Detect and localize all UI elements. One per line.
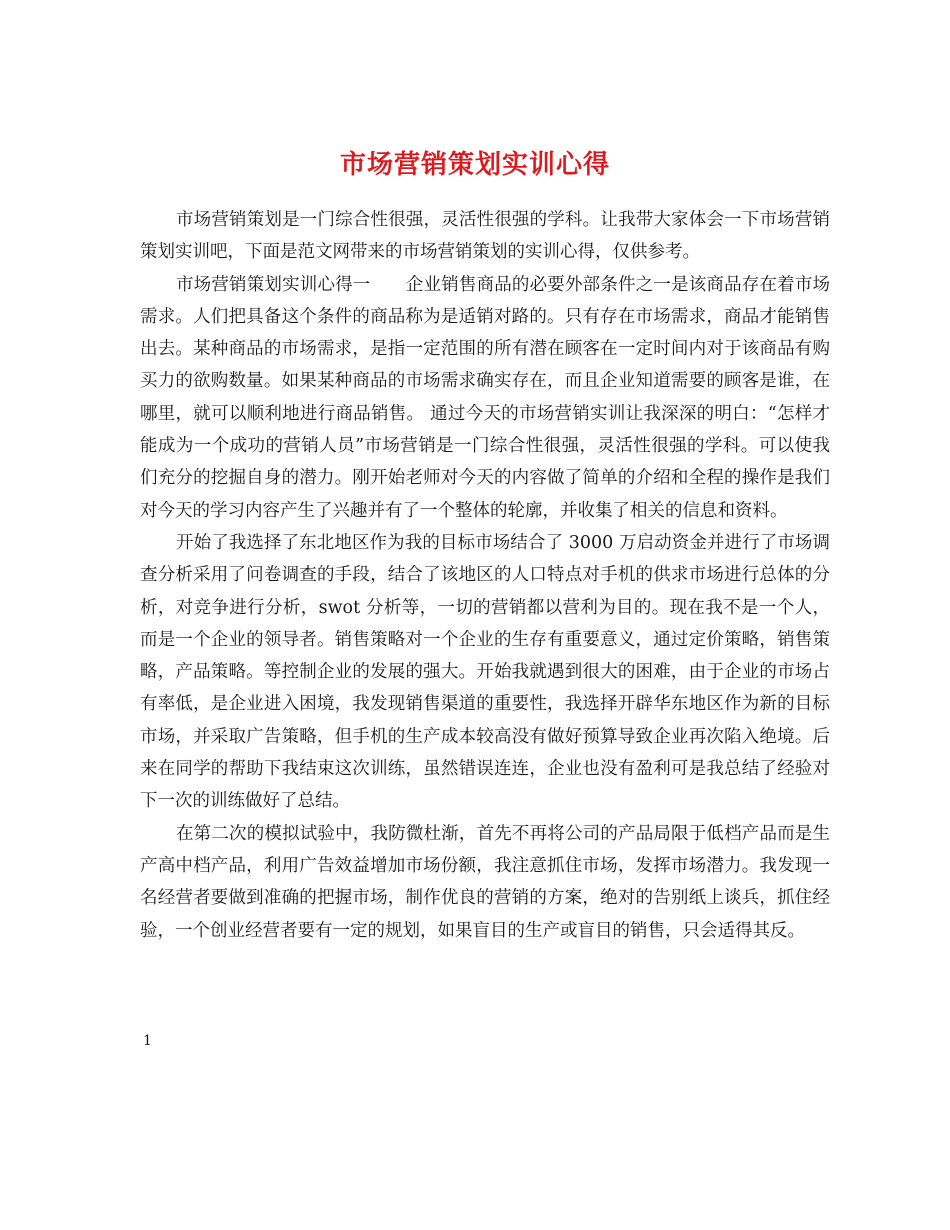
paragraph-reflection-one: 市场营销策划实训心得一 企业销售商品的必要外部条件之一是该商品存在着市场需求。人们把具备这个条件的商品称为是适销对路的。只有存在市场需求，商品才能销售出去。某种商品的市场需求，是指一定范围的所有潜在顾客在一定时间内对于该商品有购买力的欲购数量。如果某种商品的市场需求确实存在，而且企业知道需要的顾客是谁，在哪里，就可以顺利地进行商品销售。 通过今天的市场营销实训让我深深的明白：“怎样才能成为一个成功的营销人员”市场营销是一门综合性很强，灵活性很强的学科。可以使我们充分的挖掘自身的潜力。刚开始老师对今天的内容做了简单的介绍和全程的操作是我们对今天的学习内容产生了兴趣并有了一个整体的轮廓，并收集了相关的信息和资料。 [140, 274, 830, 521]
paragraph-intro: 市场营销策划是一门综合性很强，灵活性很强的学科。让我带大家体会一下市场营销策划实训吧，下面是范文网带来的市场营销策划的实训心得，仅供参考。 [140, 210, 830, 263]
paragraph-first-simulation: 开始了我选择了东北地区作为我的目标市场结合了 3000 万启动资金并进行了市场调查分析采用了问卷调查的手段，结合了该地区的人口特点对手机的供求市场进行总体的分析，对竞争进行分析，swot 分析等，一切的营销都以营利为目的。现在我不是一个人，而是一个企业的领导者。销售策略对一个企业的生存有重要意义，通过定价策略，销售策略，产品策略。等控制企业的发展的强大。开始我就遇到很大的困难，由于企业的市场占有率低，是企业进入困境，我发现销售渠道的重要性，我选择开辟华东地区作为新的目标市场，并采取广告策略，但手机的生产成本较高没有做好预算导致企业再次陷入绝境。后来在同学的帮助下我结束这次训练，虽然错误连连，企业也没有盈利可是我总结了经验对下一次的训练做好了总结。 [140, 532, 830, 812]
page-number: 1 [143, 1033, 152, 1049]
paragraph-second-simulation: 在第二次的模拟试验中，我防微杜渐，首先不再将公司的产品局限于低档产品而是生产高中档产品，利用广告效益增加市场份额，我注意抓住市场，发挥市场潜力。我发现一名经营者要做到准确的把握市场，制作优良的营销的方案，绝对的告别纸上谈兵，抓住经验，一个创业经营者要有一定的规划，如果盲目的生产或盲目的销售，只会适得其反。 [140, 823, 830, 941]
document-title: 市场营销策划实训心得 [339, 150, 610, 181]
document-body [140, 204, 830, 947]
